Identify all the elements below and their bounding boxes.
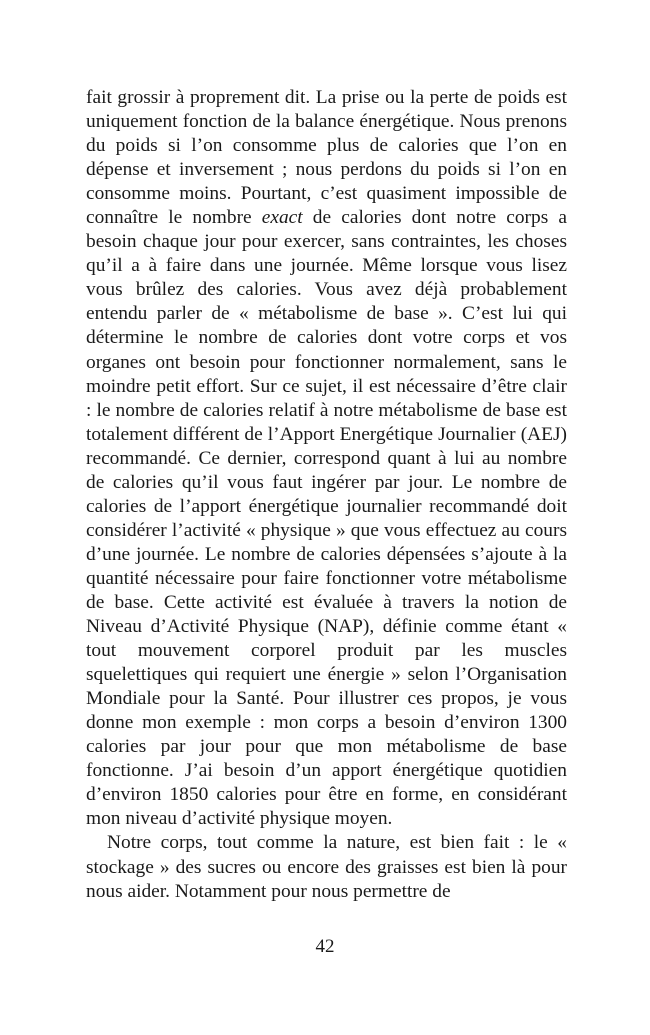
paragraph-1 (86, 86, 567, 831)
paragraph-1-text-start: fait grossir à proprement dit. La prise ou la perte de poids est uniquement fonction de la balance énergétique. Nous prenons du poids si l’on consomme plus de calories que l’on en dépense et inversement ; nous perdons du poids si l’on en consomme moins. Pourtant, c’est quasiment impossible de connaître le nombre (86, 87, 567, 229)
page-number: 42 (315, 936, 335, 957)
page-body (86, 86, 567, 904)
paragraph-2: Notre corps, tout comme la nature, est bien fait : le « stockage » des sucres ou encore des graisses est bien là pour nous aider. Notamment pour nous permettre de (86, 832, 567, 902)
emphasis-exact: exact (261, 207, 303, 229)
paragraph-1-text-end: de calories dont notre corps a besoin chaque jour pour exercer, sans contraintes, les choses qu’il a à faire dans une journée. Même lorsque vous lisez vous brûlez des calories. Vous avez déjà probablement entendu parler de « métabolisme de base ». C’est lui qui détermine le nombre de calories dont votre corps et vos organes ont besoin pour fonctionner normalement, sans le moindre petit effort. Sur ce sujet, il est nécessaire d’être clair : le nombre de calories relatif à notre métabolisme de base est totalement différent de l’Apport Energétique Journalier (AEJ) recommandé. Ce dernier, correspond quant à lui au nombre de calories qu’il vous faut ingérer par jour. Le nombre de calories de l’apport énergétique journalier recommandé doit considérer l’activité « physique » que vous effectuez au cours d’une journée. Le nombre de calories dépensées s’ajoute à la quantité nécessaire pour faire fonctionner votre métabolisme de base. Cette activité est évaluée à travers la notion de Niveau d’Activité Physique (NAP), définie comme étant « tout mouvement corporel produit par les muscles squelettiques qui requiert une énergie » selon l’Organisation Mondiale pour la Santé. Pour illustrer ces propos, je vous donne mon exemple : mon corps a besoin d’environ 1300 calories par jour pour que mon métabolisme de base fonctionne. J’ai besoin d’un apport énergétique quotidien d’environ 1850 calories pour être en forme, en considérant mon niveau d’activité physique moyen. (86, 207, 567, 830)
